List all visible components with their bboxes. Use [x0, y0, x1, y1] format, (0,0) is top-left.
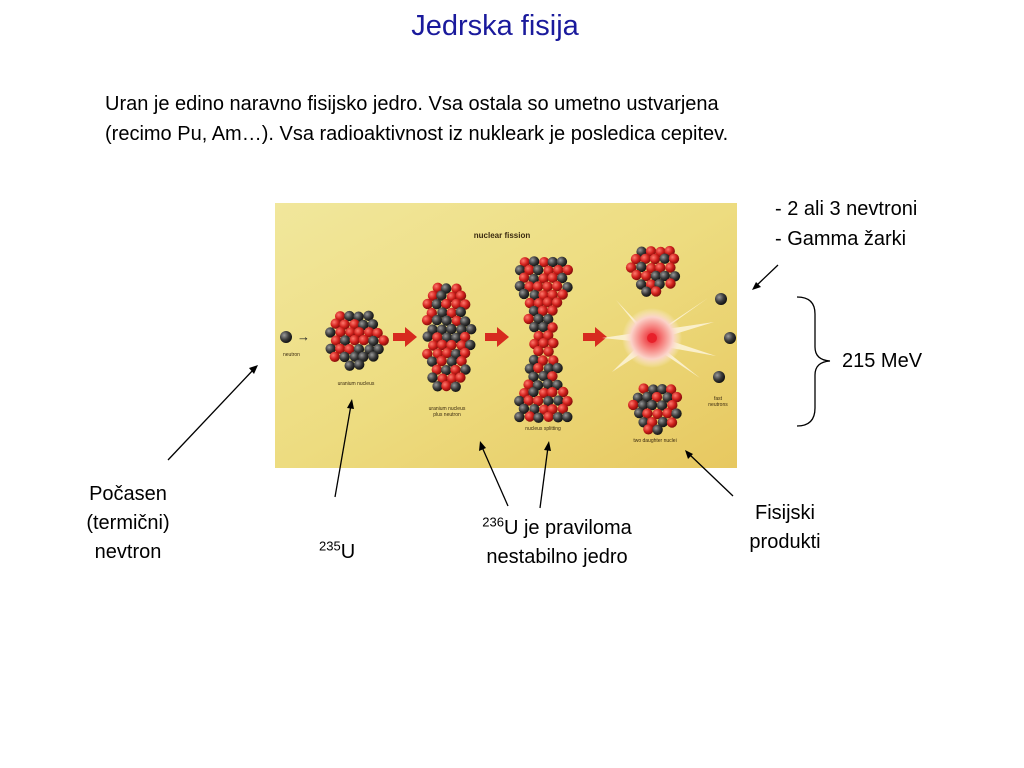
label-nucleus-splitting: nucleus splitting — [525, 426, 561, 432]
nucleon — [379, 335, 389, 345]
nucleon — [543, 346, 553, 356]
arrow-slow-neutron — [168, 369, 254, 460]
flash-center — [647, 333, 657, 343]
nucleon — [543, 412, 553, 422]
energy-brace — [797, 297, 830, 426]
label-fission-products — [725, 499, 845, 557]
nucleon — [339, 352, 349, 362]
nucleon — [437, 356, 447, 366]
nucleon — [631, 270, 641, 280]
u235-symbol: U — [340, 541, 356, 563]
label-two-daughter-nuclei: two daughter nuclei — [633, 438, 677, 444]
nucleon — [345, 361, 355, 371]
intro-line-2: (recimo Pu, Am…). Vsa radioaktivnost iz nukleark je posledica cepitev. — [105, 123, 729, 145]
label-uranium-nucleus: uranium nucleus — [337, 381, 375, 387]
label-u236-line-1 — [432, 514, 682, 543]
label-neutrons-count: - 2 ali 3 nevtroni — [775, 198, 918, 220]
nucleon — [423, 299, 433, 309]
nucleon — [533, 413, 543, 423]
nucleon — [667, 417, 677, 427]
label-u236-line-2: nestabilno jedro — [486, 546, 628, 568]
nucleon — [671, 408, 681, 418]
small-arrow-icon: → — [297, 329, 310, 344]
label-fission-products-line-2: produkti — [749, 531, 821, 553]
nucleon — [665, 278, 675, 288]
nucleon — [660, 254, 670, 264]
nucleon — [354, 359, 364, 369]
label-u235 — [319, 538, 355, 567]
incoming-neutron — [280, 331, 292, 343]
nucleon — [514, 412, 524, 422]
nucleon — [641, 287, 651, 297]
label-uranium-plus-neutron-1: uranium nucleus — [428, 406, 466, 412]
u236-text: U je praviloma — [503, 517, 632, 539]
fast-neutron-3 — [713, 371, 725, 383]
nucleon — [441, 381, 451, 391]
nucleon — [422, 315, 432, 325]
nucleon — [368, 351, 378, 361]
nucleon — [529, 322, 539, 332]
nucleon — [662, 408, 672, 418]
label-fast-neutrons-2: neutrons — [708, 402, 728, 408]
fast-neutron-1 — [715, 293, 727, 305]
nucleon — [359, 335, 369, 345]
nucleon — [553, 412, 563, 422]
nucleon — [451, 382, 461, 392]
label-slow-neutron-line-1: Počasen — [89, 483, 167, 505]
nucleon — [423, 331, 433, 341]
nucleon — [650, 254, 660, 264]
label-gamma-rays: - Gamma žarki — [775, 228, 907, 250]
nucleon — [350, 335, 360, 345]
u236-mass-number: 236 — [482, 514, 504, 530]
nucleon — [456, 307, 466, 317]
label-fission-products-line-1: Fisijski — [755, 502, 815, 524]
nucleon — [651, 286, 661, 296]
nucleon — [643, 424, 653, 434]
nucleon — [562, 412, 572, 422]
label-fast-neutrons-1: fast — [713, 396, 723, 402]
nucleon — [547, 387, 557, 397]
label-slow-neutron-line-2: (termični) — [86, 512, 170, 534]
nucleon — [432, 315, 442, 325]
label-slow-neutron-line-3: nevtron — [94, 541, 162, 563]
nucleon — [519, 289, 529, 299]
label-energy: 215 MeV — [842, 350, 923, 372]
fast-neutron-2 — [724, 332, 736, 344]
u235-mass-number: 235 — [319, 538, 341, 554]
nucleon — [669, 254, 679, 264]
nucleon — [533, 346, 543, 356]
arrow-neutrons-gamma — [756, 265, 778, 286]
page-title: Jedrska fisija — [411, 10, 579, 42]
label-neutron: neutron — [283, 352, 300, 358]
nucleon — [455, 372, 465, 382]
label-u236 — [432, 514, 682, 572]
figure-heading: nuclear fission — [473, 231, 531, 240]
label-uranium-plus-neutron-2: plus neutron — [433, 412, 461, 418]
nucleon — [427, 372, 437, 382]
nucleon — [330, 352, 340, 362]
label-slow-neutron — [58, 480, 198, 567]
nucleon — [652, 425, 662, 435]
intro-line-1: Uran je edino naravno fisijsko jedro. Vsa ostala so umetno ustvarjena — [105, 93, 719, 115]
